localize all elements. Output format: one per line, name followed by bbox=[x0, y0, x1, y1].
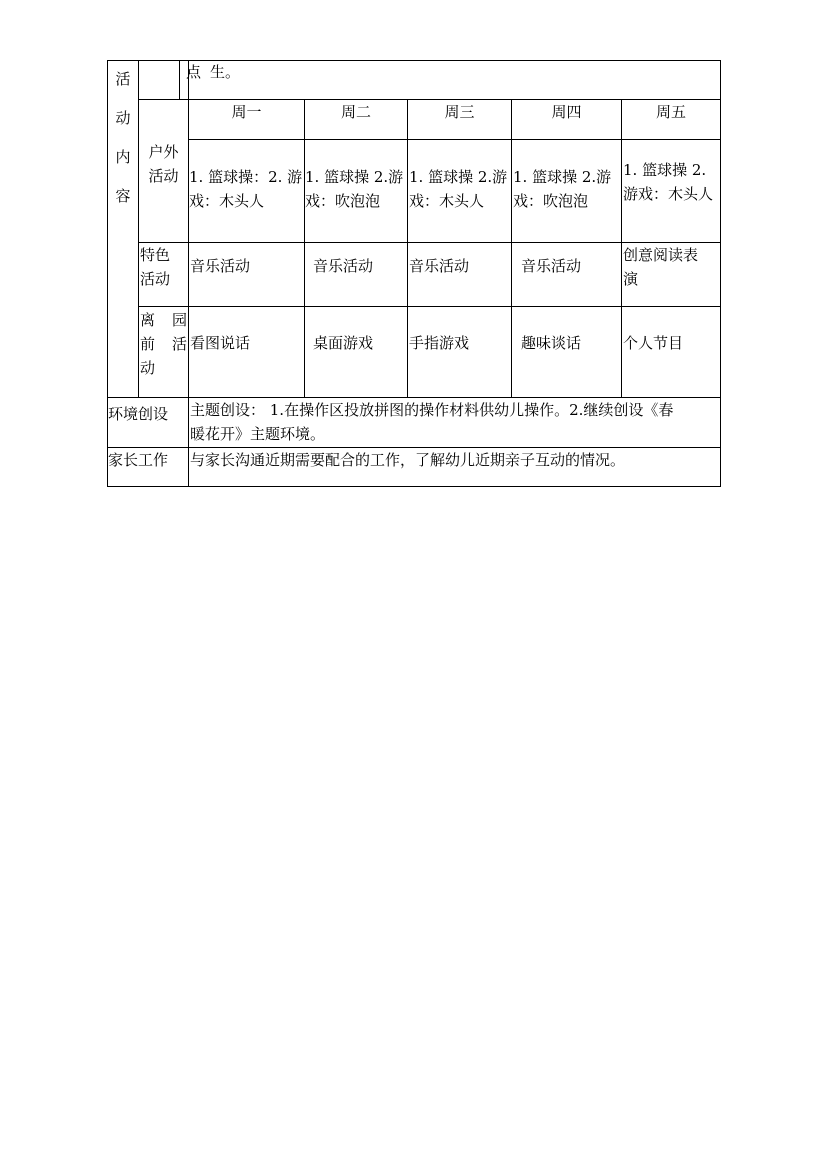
weekday-header: 周五 bbox=[655, 103, 686, 121]
label-char: 园 bbox=[171, 311, 187, 329]
feature-cell-mon: 音乐活动 bbox=[190, 257, 251, 275]
top-row-dot: 点 bbox=[186, 63, 202, 81]
cell-line: 演 bbox=[623, 270, 639, 288]
departure-cell-tue: 桌面游戏 bbox=[313, 334, 374, 352]
env-line: 主题创设： 1.在操作区投放拼图的操作材料供幼儿操作。2.继续创设《春 bbox=[190, 401, 674, 419]
activity-section-label bbox=[108, 60, 138, 216]
outdoor-cell-tue bbox=[305, 165, 403, 213]
weekday-header: 周二 bbox=[340, 103, 371, 121]
outdoor-cell-fri bbox=[623, 158, 713, 206]
departure-cell-wed: 手指游戏 bbox=[409, 334, 470, 352]
label-char: 前 bbox=[140, 335, 156, 353]
row-label-outdoor bbox=[139, 140, 188, 188]
row-label-line bbox=[140, 356, 187, 380]
env-label: 环境创设 bbox=[108, 405, 169, 423]
rule-col-5b bbox=[621, 306, 622, 398]
cell-line: 1. 篮球操 2.游 bbox=[409, 168, 508, 186]
activity-label-char: 活 bbox=[115, 70, 131, 88]
feature-cell-wed: 音乐活动 bbox=[409, 257, 470, 275]
rule-label-right bbox=[188, 60, 189, 487]
row-label-line: 活动 bbox=[140, 270, 171, 288]
activity-label-char: 动 bbox=[115, 109, 131, 127]
row-label-feature bbox=[140, 243, 170, 291]
rule-col-4 bbox=[511, 99, 512, 307]
row-label-line: 户外 bbox=[148, 143, 179, 161]
departure-cell-mon: 看图说话 bbox=[190, 334, 251, 352]
label-char: 活 bbox=[171, 335, 187, 353]
cell-line: 1. 篮球操 2.游 bbox=[305, 168, 404, 186]
cell-line: 游戏：木头人 bbox=[623, 185, 714, 203]
cell-line: 创意阅读表 bbox=[623, 246, 699, 264]
outdoor-cell-wed bbox=[409, 165, 507, 213]
rule-feature-bottom bbox=[138, 306, 721, 307]
cell-line: 1. 篮球操：2. 游 bbox=[189, 168, 303, 186]
outdoor-cell-mon bbox=[189, 165, 302, 213]
rule-bottom bbox=[107, 486, 721, 487]
cell-line: 1. 篮球操 2. bbox=[623, 161, 707, 179]
row-label-line bbox=[140, 332, 187, 356]
outdoor-cell-thu bbox=[513, 165, 611, 213]
cell-line: 1. 篮球操 2.游 bbox=[513, 168, 612, 186]
rule-col-4b bbox=[511, 306, 512, 398]
rule-col-3b bbox=[407, 306, 408, 398]
top-row-text: 生。 bbox=[210, 63, 241, 81]
activity-label-char: 内 bbox=[115, 148, 131, 166]
label-char: 离 bbox=[140, 311, 156, 329]
env-line: 暖花开》主题环境。 bbox=[190, 425, 326, 443]
activity-label-char: 容 bbox=[115, 187, 131, 205]
cell-line: 戏：吹泡泡 bbox=[305, 192, 381, 210]
label-char: 动 bbox=[140, 359, 156, 377]
row-label-line: 活动 bbox=[148, 167, 179, 185]
rule-inner-left bbox=[138, 60, 139, 398]
row-label-line bbox=[140, 308, 187, 332]
row-label-departure bbox=[140, 308, 187, 380]
weekday-header: 周三 bbox=[444, 103, 475, 121]
parent-content: 与家长沟通近期需要配合的工作，了解幼儿近期亲子互动的情况。 bbox=[190, 451, 626, 469]
cell-line: 戏：吹泡泡 bbox=[513, 192, 589, 210]
departure-cell-fri: 个人节目 bbox=[623, 334, 684, 352]
weekday-header: 周一 bbox=[231, 103, 262, 121]
departure-cell-thu: 趣味谈话 bbox=[521, 334, 582, 352]
weekday-header: 周四 bbox=[551, 103, 582, 121]
rule-right bbox=[720, 60, 721, 487]
feature-cell-tue: 音乐活动 bbox=[313, 257, 374, 275]
cell-line: 戏：木头人 bbox=[189, 192, 265, 210]
env-content bbox=[190, 398, 673, 446]
rule-header-bottom bbox=[188, 139, 721, 140]
rule-dot-left bbox=[179, 60, 180, 100]
row-label-line: 特色 bbox=[140, 246, 171, 264]
feature-cell-fri bbox=[623, 243, 698, 291]
rule-col-3 bbox=[407, 99, 408, 307]
rule-col-5 bbox=[621, 99, 622, 307]
rule-col-2b bbox=[304, 306, 305, 398]
feature-cell-thu: 音乐活动 bbox=[521, 257, 582, 275]
parent-label: 家长工作 bbox=[108, 451, 169, 469]
cell-line: 戏：木头人 bbox=[409, 192, 485, 210]
